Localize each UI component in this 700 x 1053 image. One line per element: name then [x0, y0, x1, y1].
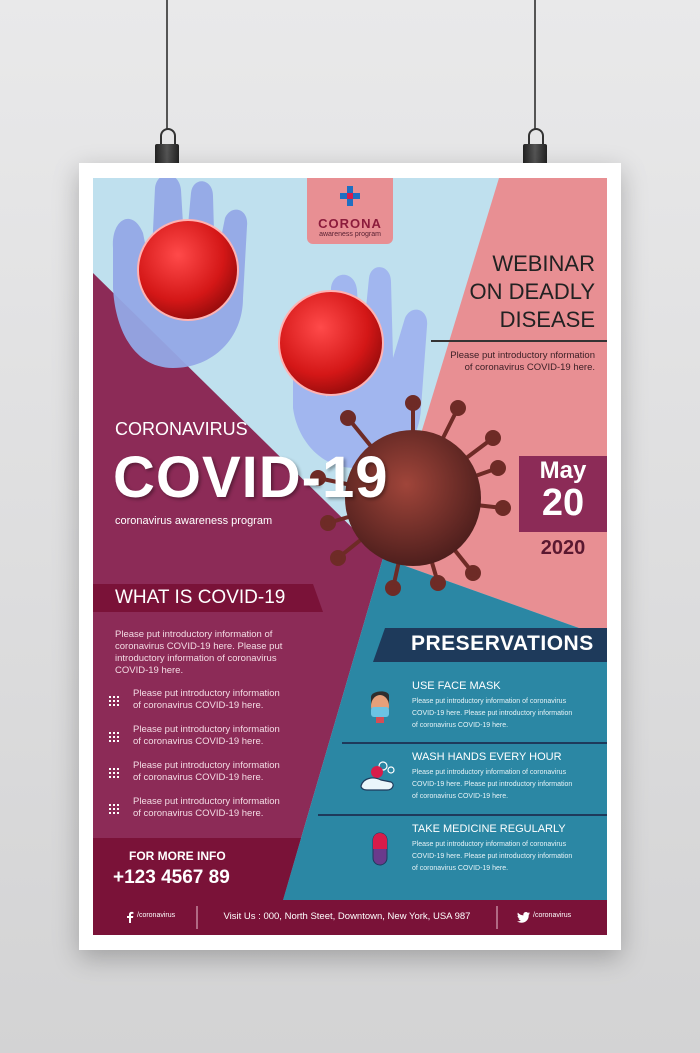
preservations-heading: PRESERVATIONS	[411, 632, 594, 655]
webinar-heading-line-3: DISEASE	[499, 307, 595, 332]
poster	[79, 163, 621, 950]
bullet-text-line-2: of coronavirus COVID-19 here.	[133, 772, 264, 783]
preservation-text-3-line-2: COVID-19 here. Please put introductory information	[412, 853, 573, 860]
wash-hands-icon	[359, 760, 399, 794]
footer-address: Visit Us : 000, North Steet, Downtown, New York, USA 987	[223, 911, 471, 922]
preservation-text-1-line-1: Please put introductory information of coronavirus	[412, 698, 567, 705]
what-is-intro-line-2: coronavirus COVID-19 here. Please put	[115, 641, 283, 652]
contact-phone: +123 4567 89	[113, 867, 230, 888]
capsule-icon	[372, 832, 388, 866]
webinar-heading-line-2: ON DEADLY	[469, 279, 595, 304]
logo-brand: CORONA	[318, 216, 382, 231]
hero-subtitle: coronavirus awareness program	[115, 515, 273, 527]
bullet-text-line-1: Please put introductory information	[133, 688, 280, 699]
grid-bullet-icon	[109, 732, 119, 742]
petri-dish-right	[279, 291, 383, 395]
contact-label: FOR MORE INFO	[129, 849, 226, 863]
petri-dish-left	[138, 220, 238, 320]
webinar-intro-line-1: Please put introductory nformation	[450, 350, 595, 361]
webinar-intro-line-2: of coronavirus COVID-19 here.	[464, 362, 595, 373]
preservation-text-1-line-2: COVID-19 here. Please put introductory information	[412, 710, 573, 717]
hero-title: COVID-19	[113, 445, 389, 510]
logo-tagline: awareness program	[319, 231, 381, 238]
preservation-text-2-line-1: Please put introductory information of coronavirus	[412, 769, 567, 776]
what-is-intro-line-4: COVID-19 here.	[115, 665, 184, 676]
what-is-intro-line-1: Please put introductory information of	[115, 629, 273, 640]
poster-artwork	[93, 178, 607, 935]
medical-cross-icon	[340, 186, 360, 206]
what-is-intro-line-3: introductory information of coronavirus	[115, 653, 277, 664]
webinar-divider	[431, 340, 607, 342]
bullet-text-line-1: Please put introductory information	[133, 724, 280, 735]
grid-bullet-icon	[109, 696, 119, 706]
what-is-heading: WHAT IS COVID-19	[115, 587, 286, 608]
grid-bullet-icon	[109, 768, 119, 778]
face-mask-icon	[365, 689, 395, 723]
bullet-text-line-2: of coronavirus COVID-19 here.	[133, 700, 264, 711]
twitter-icon	[517, 912, 530, 923]
hanging-wire-left	[166, 0, 168, 130]
date-year: 2020	[540, 537, 586, 559]
bullet-text-line-2: of coronavirus COVID-19 here.	[133, 736, 264, 747]
preservation-title-2: WASH HANDS EVERY HOUR	[412, 751, 562, 763]
bullet-text-line-1: Please put introductory information	[133, 760, 280, 771]
preservation-divider	[318, 814, 607, 816]
date-day: 20	[541, 482, 585, 524]
footer-facebook-handle: /coronavirus	[137, 912, 176, 919]
preservation-text-3-line-1: Please put introductory information of coronavirus	[412, 841, 567, 848]
hero-kicker: CORONAVIRUS	[115, 419, 248, 439]
bullet-text-line-1: Please put introductory information	[133, 796, 280, 807]
webinar-heading-line-1: WEBINAR	[492, 251, 595, 276]
grid-bullet-icon	[109, 804, 119, 814]
preservation-divider	[342, 742, 607, 744]
preservation-text-3-line-3: of coronavirus COVID-19 here.	[412, 865, 509, 872]
preservation-title-1: USE FACE MASK	[412, 680, 501, 692]
date-month: May	[539, 457, 587, 484]
bullet-text-line-2: of coronavirus COVID-19 here.	[133, 808, 264, 819]
logo-badge	[307, 178, 393, 244]
footer-twitter-handle: /coronavirus	[533, 912, 572, 919]
preservation-text-2-line-3: of coronavirus COVID-19 here.	[412, 793, 509, 800]
facebook-icon	[126, 911, 134, 923]
preservation-title-3: TAKE MEDICINE REGULARLY	[412, 823, 566, 835]
preservation-text-2-line-2: COVID-19 here. Please put introductory information	[412, 781, 573, 788]
hanging-wire-right	[534, 0, 536, 130]
preservation-text-1-line-3: of coronavirus COVID-19 here.	[412, 722, 509, 729]
